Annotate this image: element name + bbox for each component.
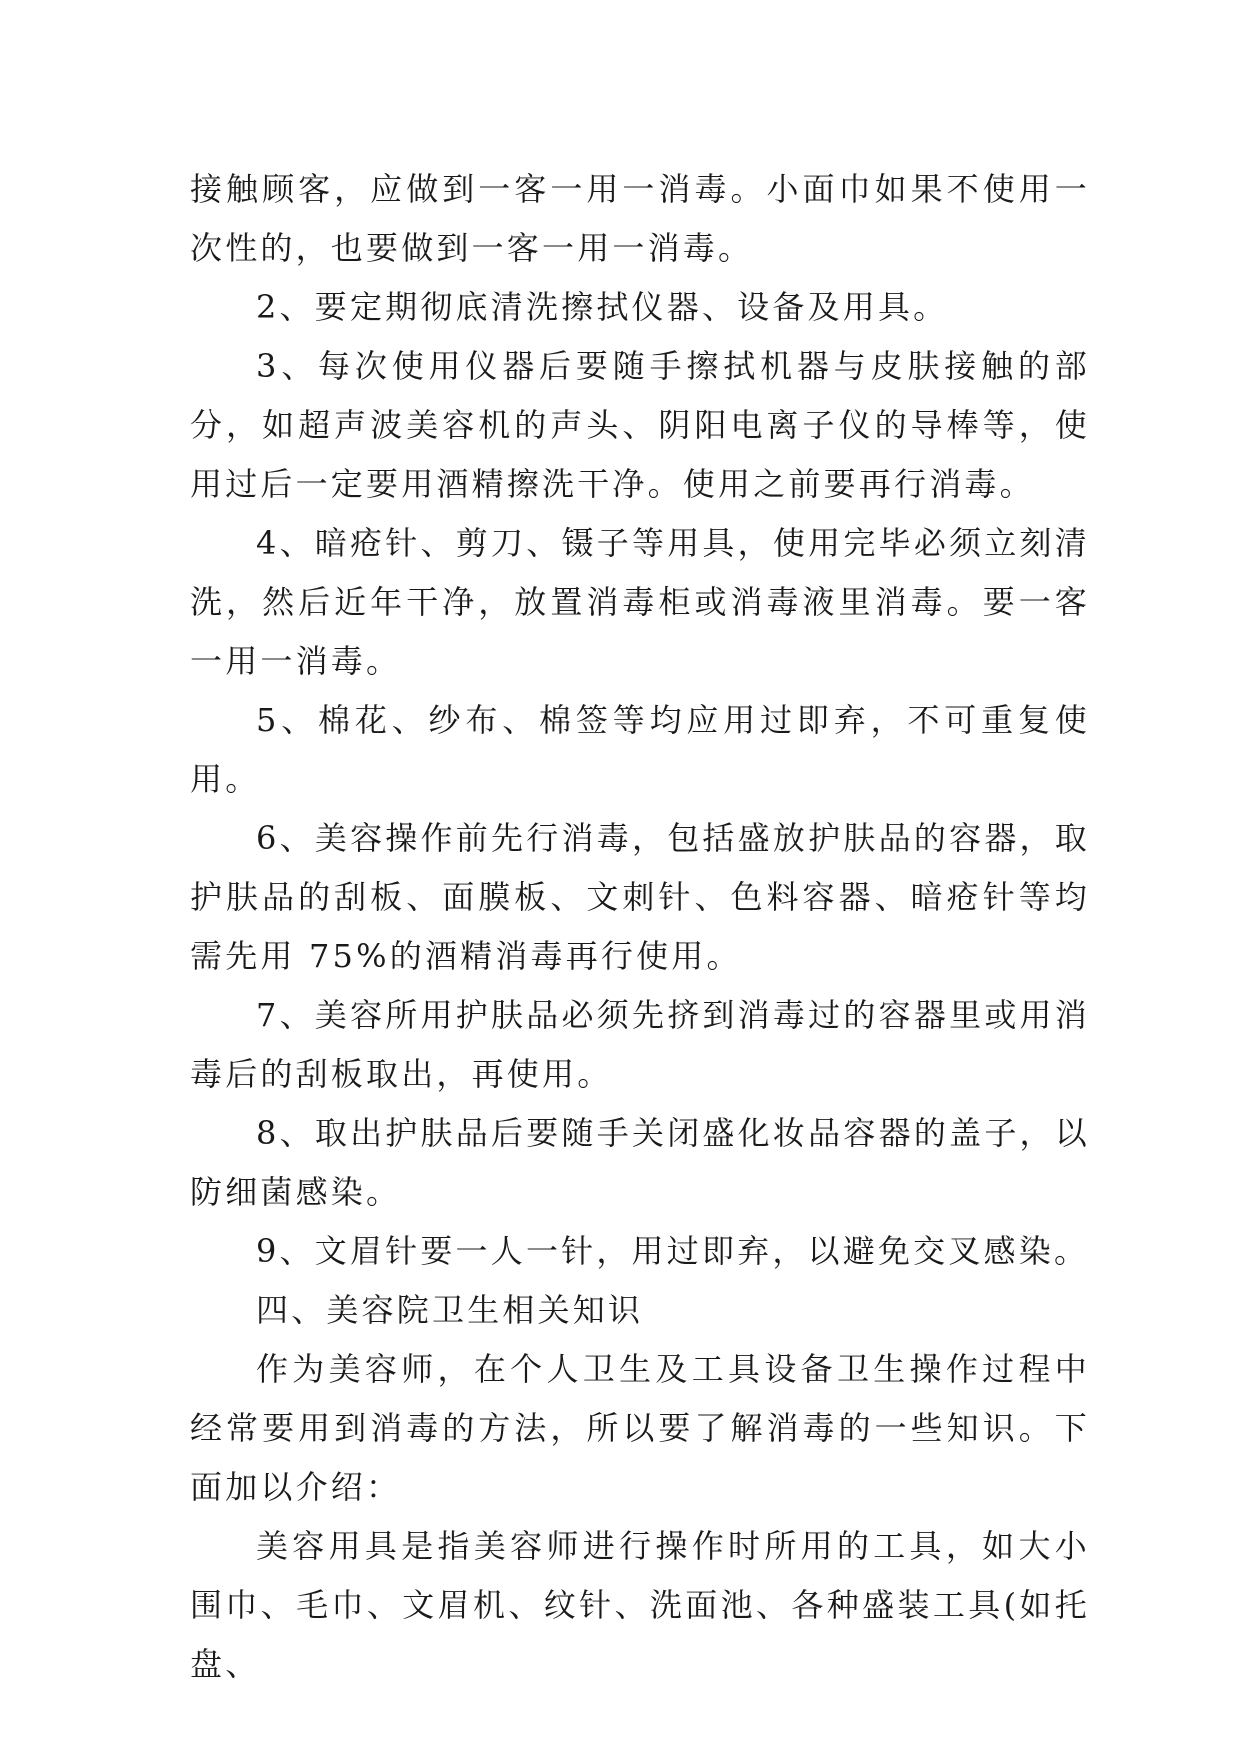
- paragraph-item-6: 6、美容操作前先行消毒，包括盛放护肤品的容器，取护肤品的刮板、面膜板、文刺针、色料容器、暗疮针等均需先用 75%的酒精消毒再行使用。: [190, 819, 1090, 975]
- paragraph-item-4: 4、暗疮针、剪刀、镊子等用具，使用完毕必须立刻清洗，然后近年干净，放置消毒柜或消毒液里消毒。要一客一用一消毒。: [190, 524, 1090, 680]
- paragraph-item-8: 8、取出护肤品后要随手关闭盛化妆品容器的盖子，以防细菌感染。: [190, 1114, 1090, 1211]
- paragraph-continued-towel-hygiene: 接触顾客，应做到一客一用一消毒。小面巾如果不使用一次性的，也要做到一客一用一消毒。: [190, 170, 1090, 267]
- paragraph-item-9: 9、文眉针要一人一针，用过即弃，以避免交叉感染。: [256, 1232, 1090, 1270]
- paragraph-intro: 作为美容师，在个人卫生及工具设备卫生操作过程中经常要用到消毒的方法，所以要了解消毒的一些知识。下面加以介绍：: [190, 1350, 1090, 1506]
- paragraph-tools-definition: 美容用具是指美容师进行操作时所用的工具，如大小围巾、毛巾、文眉机、纹针、洗面池、各种盛装工具(如托盘、: [190, 1527, 1090, 1683]
- section-heading: 四、美容院卫生相关知识: [256, 1291, 644, 1329]
- document-body: [190, 160, 1090, 1694]
- paragraph-item-5: 5、棉花、纱布、棉签等均应用过即弃，不可重复使用。: [190, 701, 1090, 798]
- paragraph-item-2: 2、要定期彻底清洗擦拭仪器、设备及用具。: [256, 288, 949, 326]
- paragraph-item-7: 7、美容所用护肤品必须先挤到消毒过的容器里或用消毒后的刮板取出，再使用。: [190, 996, 1090, 1093]
- paragraph-item-3: 3、每次使用仪器后要随手擦拭机器与皮肤接触的部分，如超声波美容机的声头、阴阳电离子仪的导棒等，使用过后一定要用酒精擦洗干净。使用之前要再行消毒。: [190, 347, 1090, 503]
